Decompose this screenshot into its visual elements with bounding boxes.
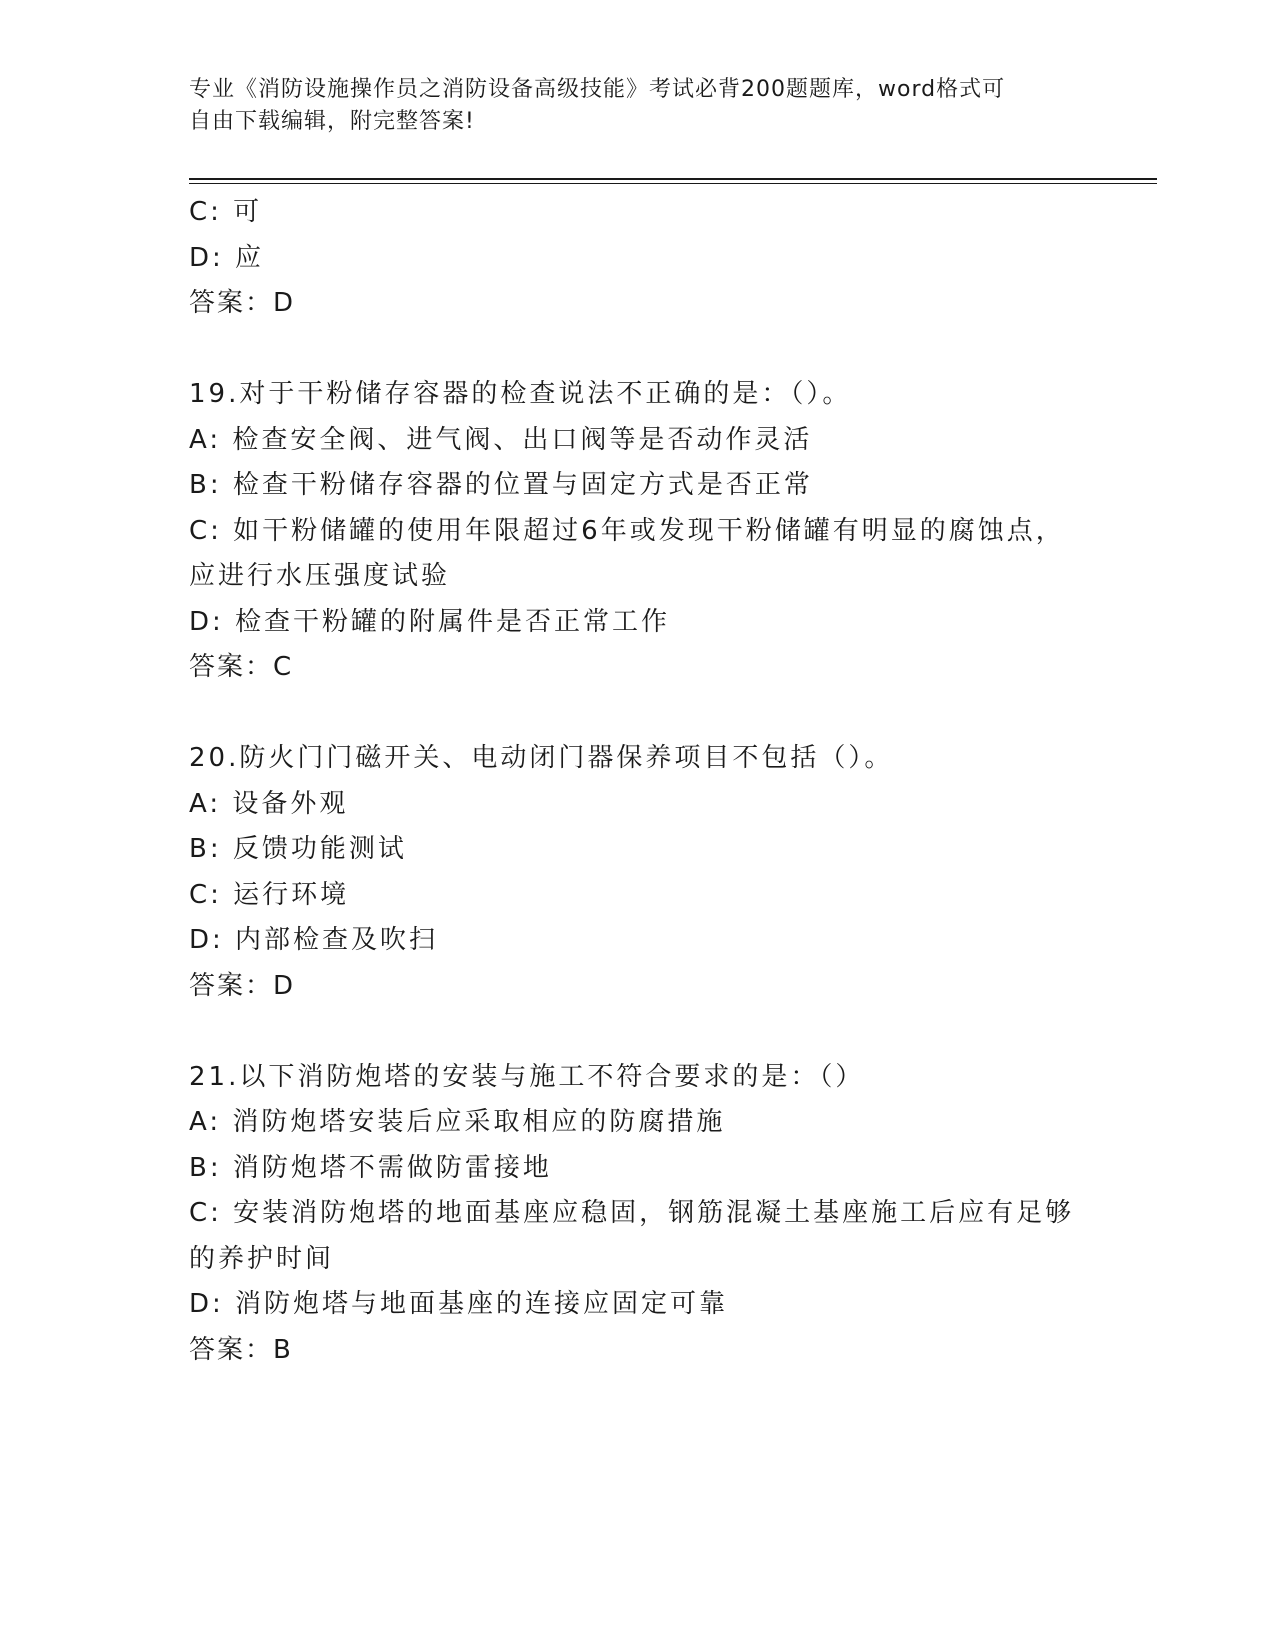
answer-line: 答案：D: [189, 970, 296, 1001]
header-title-line-1: 专业《消防设施操作员之消防设备高级技能》考试必背200题题库，word格式可: [189, 77, 1006, 102]
option-b: B: 消防炮塔不需做防雷接地: [189, 1152, 552, 1183]
option-c: C: 可: [189, 197, 263, 227]
question-19: [189, 372, 1089, 691]
document-header: [189, 74, 1089, 138]
option-a: A: 消防炮塔安装后应采取相应的防腐措施: [189, 1107, 726, 1137]
option-b: B: 检查干粉储存容器的位置与固定方式是否正常: [189, 470, 813, 500]
answer-line: 答案：B: [189, 1334, 293, 1365]
spacer: [189, 691, 1089, 737]
question-21: [189, 1055, 1089, 1374]
option-d: D: 消防炮塔与地面基座的连接应固定可靠: [189, 1289, 729, 1319]
option-c-continued: 的养护时间: [189, 1243, 335, 1274]
option-a: A: 检查安全阀、进气阀、出口阀等是否动作灵活: [189, 424, 813, 455]
question-stem: 21.以下消防炮塔的安装与施工不符合要求的是：（）: [189, 1061, 865, 1092]
spacer: [189, 327, 1089, 373]
previous-question-tail: [189, 190, 1089, 327]
option-d: D: 检查干粉罐的附属件是否正常工作: [189, 606, 671, 637]
question-stem: 20.防火门门磁开关、电动闭门器保养项目不包括（）。: [189, 743, 894, 773]
question-list: [189, 190, 1089, 1373]
header-divider-thick: [189, 178, 1157, 180]
option-b: B: 反馈功能测试: [189, 834, 407, 864]
header-divider-thin: [189, 183, 1157, 184]
answer-line: 答案：C: [189, 652, 294, 682]
question-stem: 19.对于干粉储存容器的检查说法不正确的是：（）。: [189, 379, 852, 409]
option-c-continued: 应进行水压强度试验: [189, 561, 451, 591]
question-20: [189, 736, 1089, 1009]
header-title-line-2: 自由下载编辑，附完整答案!: [189, 109, 475, 134]
option-d: D: 内部检查及吹扫: [189, 925, 439, 955]
option-c: C: 安装消防炮塔的地面基座应稳固，钢筋混凝土基座施工后应有足够: [189, 1198, 1075, 1228]
option-c: C: 运行环境: [189, 879, 350, 910]
answer-line: 答案：D: [189, 288, 296, 318]
option-d: D: 应: [189, 242, 265, 273]
option-a: A: 设备外观: [189, 788, 349, 819]
option-c: C: 如干粉储罐的使用年限超过6年或发现干粉储罐有明显的腐蚀点，: [189, 515, 1065, 546]
spacer: [189, 1009, 1089, 1055]
